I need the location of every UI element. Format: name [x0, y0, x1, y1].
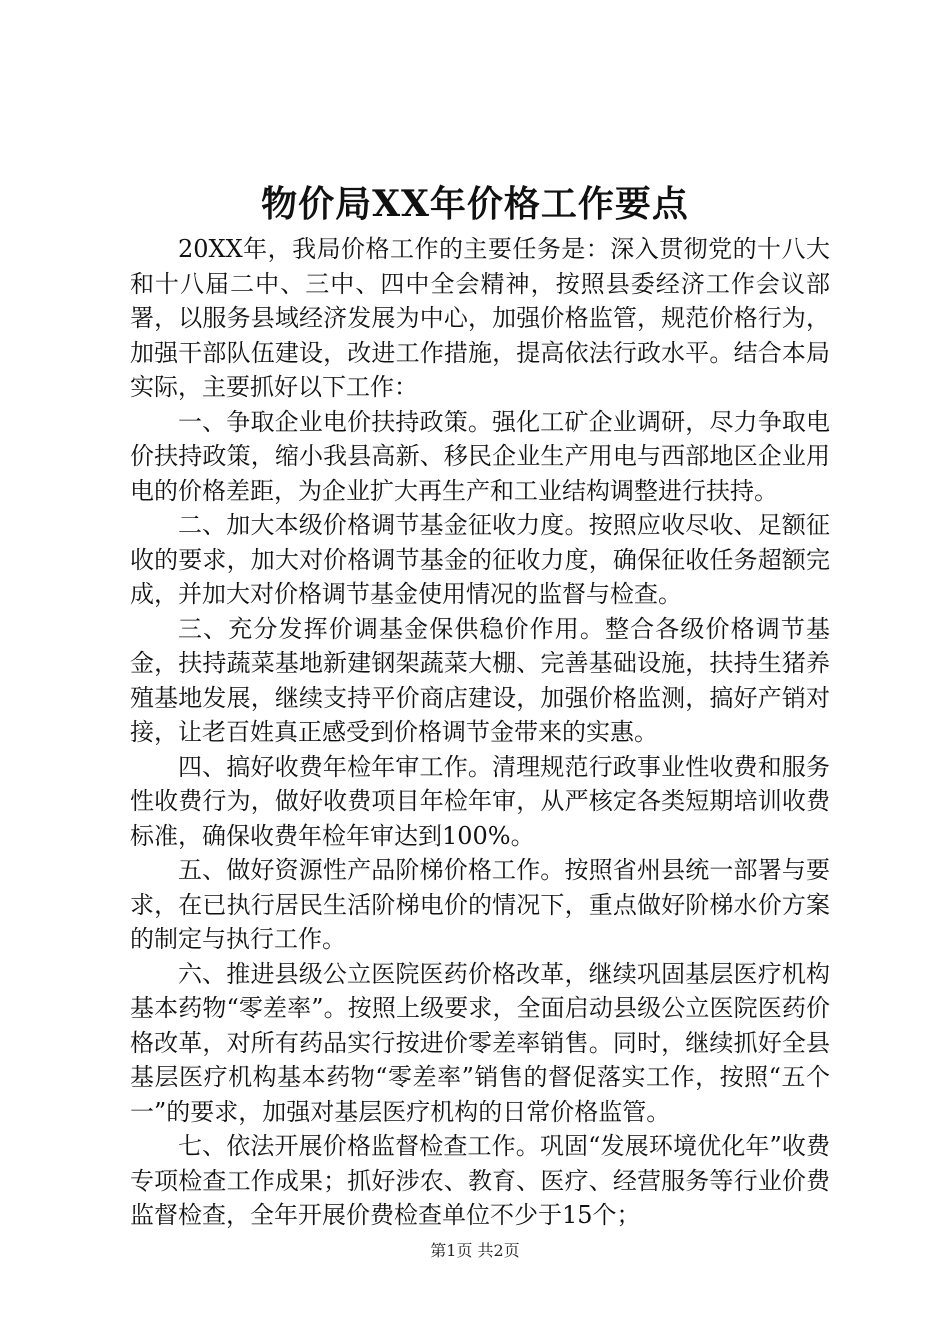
paragraph-item-6: 六、推进县级公立医院医药价格改革，继续巩固基层医疗机构基本药物“零差率”。按照上级要求，全面启动县级公立医院医药价格改革，对所有药品实行按进价零差率销售。同时，继续抓好全县基层医疗机构基本药物“零差率”销售的督促落实工作，按照“五个一”的要求，加强对基层医疗机构的日常价格监管。 — [130, 959, 830, 1126]
document-title: 物价局XX年价格工作要点 — [261, 183, 689, 225]
page-footer: 第1页 共2页 — [430, 1241, 520, 1260]
document-body — [130, 232, 830, 1233]
paragraph-item-1: 一、争取企业电价扶持政策。强化工矿企业调研，尽力争取电价扶持政策，缩小我县高新、移民企业生产用电与西部地区企业用电的价格差距，为企业扩大再生产和工业结构调整进行扶持。 — [130, 407, 830, 505]
paragraph-item-5: 五、做好资源性产品阶梯价格工作。按照省州县统一部署与要求，在已执行居民生活阶梯电价的情况下，重点做好阶梯水价方案的制定与执行工作。 — [130, 856, 830, 953]
paragraph-intro: 20XX年，我局价格工作的主要任务是：深入贯彻党的十八大和十八届二中、三中、四中全会精神，按照县委经济工作会议部署，以服务县域经济发展为中心，加强价格监管，规范价格行为，加强干部队伍建设，改进工作措施，提高依法行政水平。结合本局实际，主要抓好以下工作： — [130, 235, 830, 401]
paragraph-item-4: 四、搞好收费年检年审工作。清理规范行政事业性收费和服务性收费行为，做好收费项目年检年审，从严核定各类短期培训收费标准，确保收费年检年审达到100%。 — [130, 752, 830, 850]
paragraph-item-2: 二、加大本级价格调节基金征收力度。按照应收尽收、足额征收的要求，加大对价格调节基金的征收力度，确保征收任务超额完成，并加大对价格调节基金使用情况的监督与检查。 — [130, 511, 830, 608]
paragraph-item-7: 七、依法开展价格监督检查工作。巩固“发展环境优化年”收费专项检查工作成果；抓好涉农、教育、医疗、经营服务等行业价费监督检查，全年开展价费检查单位不少于15个； — [130, 1132, 830, 1229]
paragraph-item-3: 三、充分发挥价调基金保供稳价作用。整合各级价格调节基金，扶持蔬菜基地新建钢架蔬菜大棚、完善基础设施，扶持生猪养殖基地发展，继续支持平价商店建设，加强价格监测，搞好产销对接，让老百姓真正感受到价格调节金带来的实惠。 — [130, 614, 830, 746]
